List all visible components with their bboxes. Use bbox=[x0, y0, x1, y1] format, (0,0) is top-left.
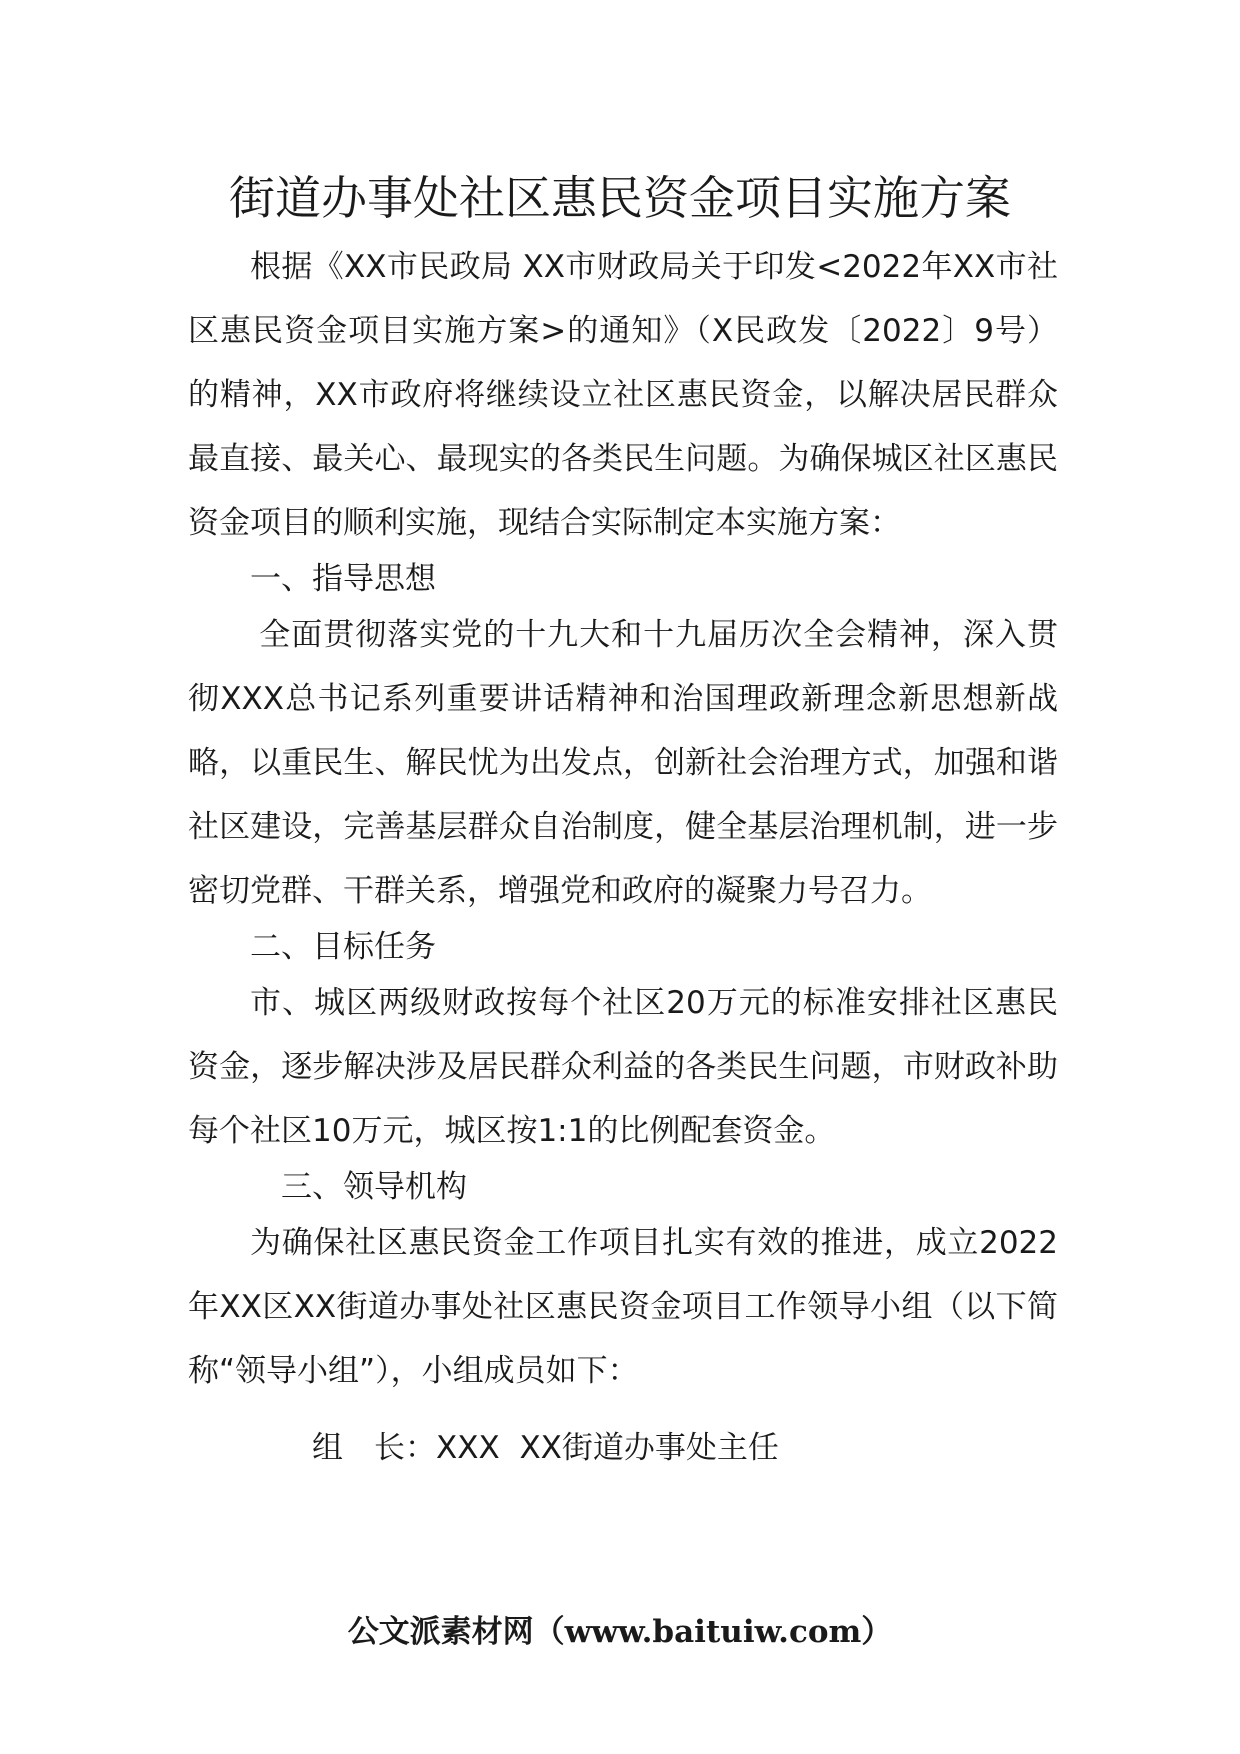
footer-watermark: 公文派素材网（www.baituiw.com） bbox=[347, 1614, 893, 1650]
section-text-leadership: 为确保社区惠民资金工作项目扎实有效的推进，成立2022年XX区XX街道办事处社区惠民资金项目工作领导小组（以下简称“领导小组”），小组成员如下： bbox=[188, 1225, 1058, 1389]
section-heading-leadership: 三、领导机构 bbox=[281, 1169, 467, 1205]
section-text-objectives: 市、城区两级财政按每个社区20万元的标准安排社区惠民资金，逐步解决涉及居民群众利益的各类民生问题，市财政补助每个社区10万元，城区按1:1的比例配套资金。 bbox=[188, 985, 1058, 1149]
document-title: 街道办事处社区惠民资金项目实施方案 bbox=[229, 171, 1011, 225]
document-body bbox=[188, 235, 1058, 1493]
intro-paragraph: 根据《XX市民政局 XX市财政局关于印发<2022年XX市社区惠民资金项目实施方案>的通知》（X民政发〔2022〕9号）的精神，XX市政府将继续设立社区惠民资金，以解决居民群众最直接、最关心、最现实的各类民生问题。为确保城区社区惠民资金项目的顺利实施，现结合实际制定本实施方案： bbox=[188, 249, 1058, 541]
section-heading-guiding-ideology: 一、指导思想 bbox=[250, 561, 436, 597]
section-text-guiding-ideology: 全面贯彻落实党的十九大和十九届历次全会精神，深入贯彻XXX总书记系列重要讲话精神和治国理政新理念新思想新战略，以重民生、解民忧为出发点，创新社会治理方式，加强和谐社区建设，完善基层群众自治制度，健全基层治理机制，进一步密切党群、干群关系，增强党和政府的凝聚力号召力。 bbox=[188, 617, 1058, 909]
member-position: XX街道办事处主任 bbox=[519, 1430, 779, 1466]
section-heading-objectives: 二、目标任务 bbox=[250, 929, 436, 965]
member-role: 组 长： bbox=[312, 1430, 436, 1466]
member-line bbox=[188, 1403, 1058, 1493]
member-name: XXX bbox=[436, 1430, 500, 1466]
